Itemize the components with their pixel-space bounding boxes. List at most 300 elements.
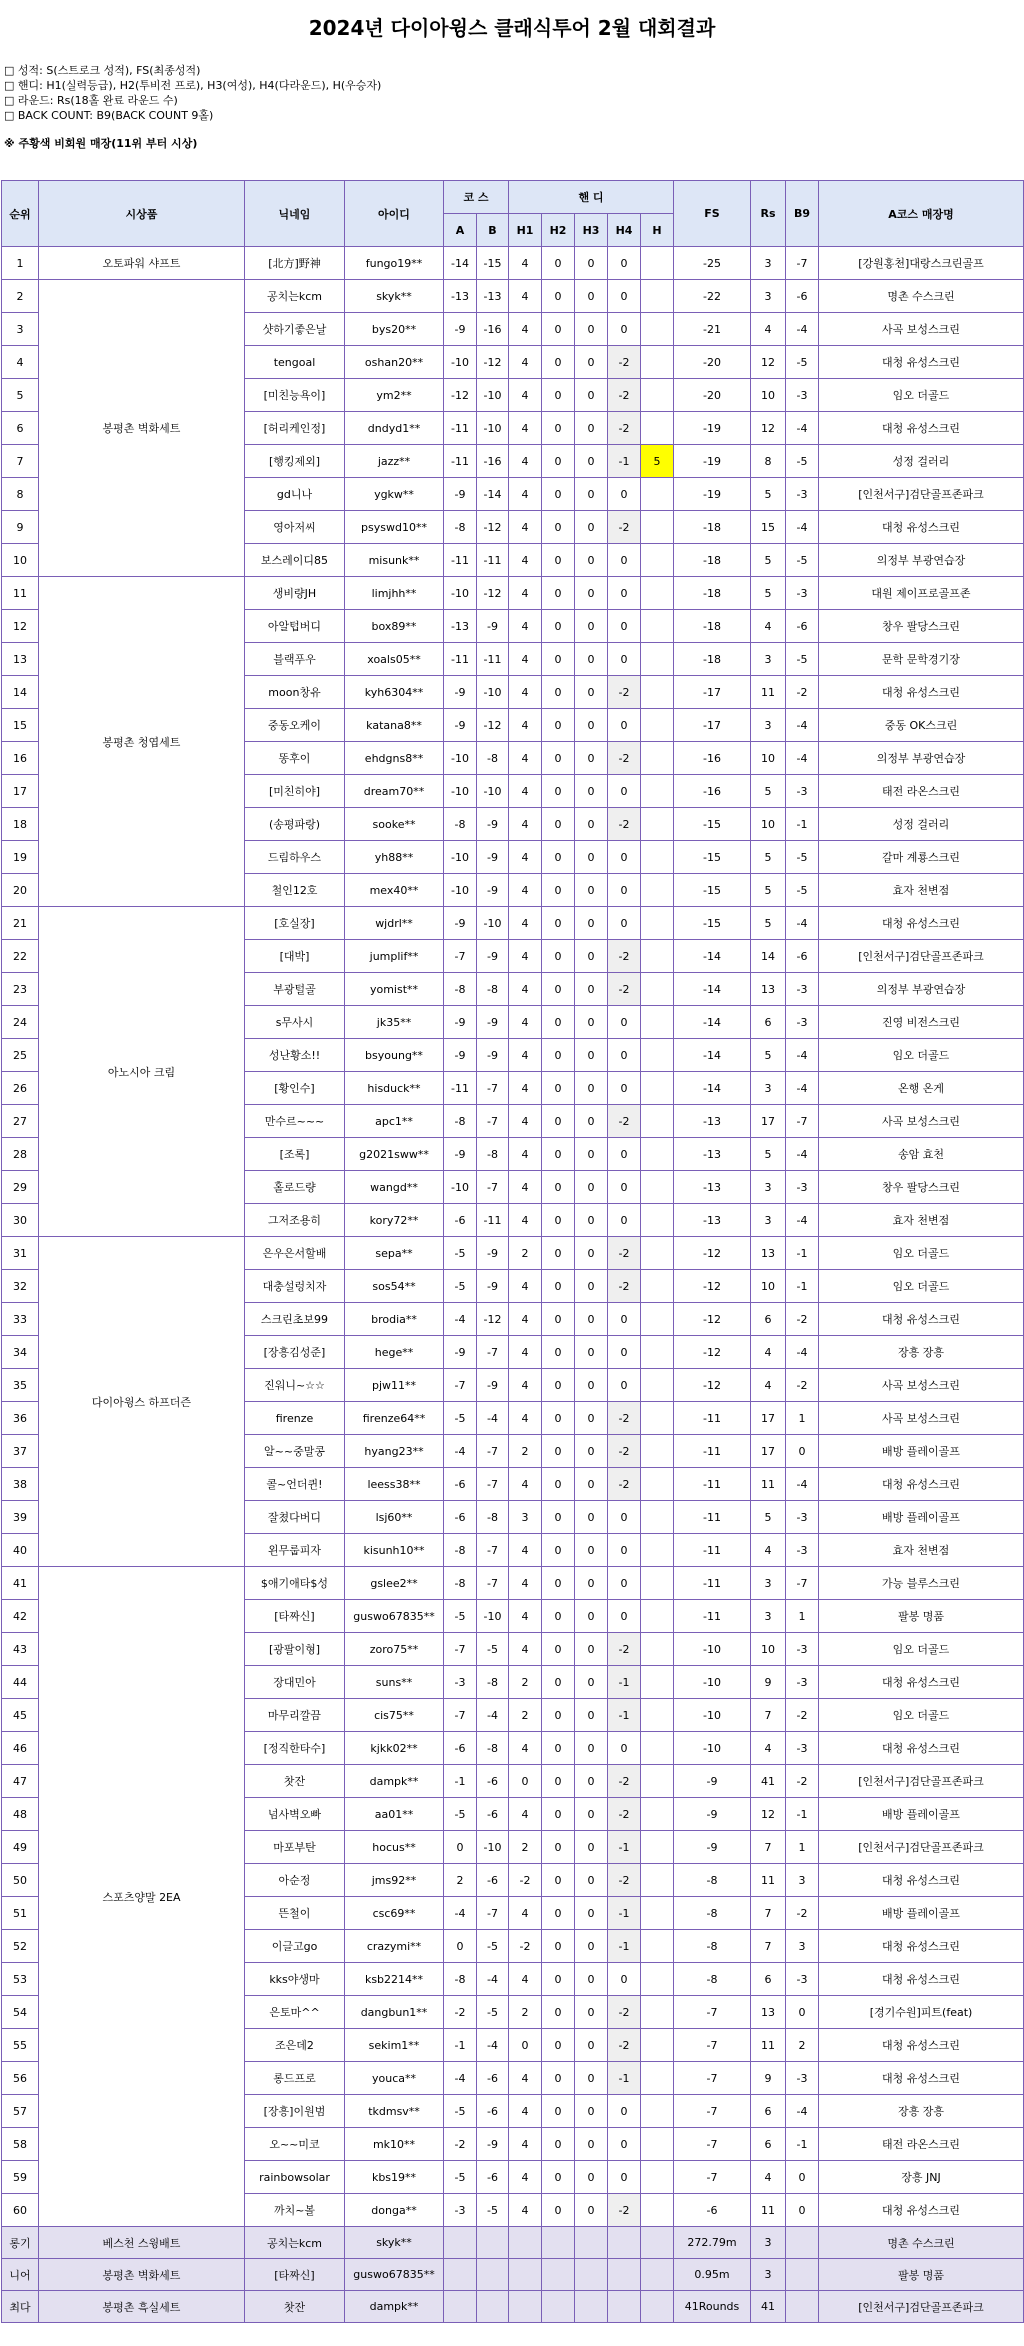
course-a-cell: -7 [444, 1633, 477, 1666]
award-empty-cell [444, 2227, 477, 2259]
nickname-cell: [호실장] [245, 907, 345, 940]
rank-cell: 1 [2, 247, 39, 280]
id-cell: brodia** [345, 1303, 444, 1336]
h-cell [641, 1798, 674, 1831]
course-b-cell: -12 [477, 577, 509, 610]
b9-cell: -5 [786, 643, 819, 676]
h4-cell: 0 [608, 1336, 641, 1369]
header-h2: H2 [542, 214, 575, 247]
b9-cell: 1 [786, 1831, 819, 1864]
id-cell: csc69** [345, 1897, 444, 1930]
h2-cell: 0 [542, 1303, 575, 1336]
rank-cell: 9 [2, 511, 39, 544]
rank-cell: 42 [2, 1600, 39, 1633]
id-cell: gslee2** [345, 1567, 444, 1600]
award-store: [인천서구]검단골프존파크 [819, 2291, 1024, 2323]
nickname-cell: 뜬철이 [245, 1897, 345, 1930]
note-handicap: □ 핸디: H1(실력등급), H2(투비전 프로), H3(여성), H4(다라운드), H(우승자) [4, 79, 382, 92]
b9-cell: 0 [786, 1996, 819, 2029]
store-cell: 의정부 부광연습장 [819, 973, 1024, 1006]
fs-cell: -18 [674, 643, 751, 676]
h1-cell: 4 [509, 1633, 542, 1666]
h3-cell: 0 [575, 1732, 608, 1765]
h1-cell: 0 [509, 1765, 542, 1798]
h1-cell: 4 [509, 1270, 542, 1303]
h-cell [641, 1105, 674, 1138]
rs-cell: 5 [751, 775, 786, 808]
award-row [2, 2291, 1024, 2323]
h1-cell: 4 [509, 709, 542, 742]
results-table-header [2, 181, 1024, 247]
fs-cell: -12 [674, 1237, 751, 1270]
course-b-cell: -6 [477, 1798, 509, 1831]
h-cell [641, 247, 674, 280]
course-b-cell: -15 [477, 247, 509, 280]
id-cell: ehdgns8** [345, 742, 444, 775]
nickname-cell: [대박] [245, 940, 345, 973]
id-cell: misunk** [345, 544, 444, 577]
store-cell: 임오 더골드 [819, 1699, 1024, 1732]
h-cell [641, 676, 674, 709]
fs-cell: -11 [674, 1468, 751, 1501]
h1-cell: 4 [509, 1600, 542, 1633]
nickname-cell: [황인수] [245, 1072, 345, 1105]
store-cell: [경기수원]피트(feat) [819, 1996, 1024, 2029]
h2-cell: 0 [542, 544, 575, 577]
course-a-cell: -13 [444, 280, 477, 313]
id-cell: kyh6304** [345, 676, 444, 709]
store-cell: 대청 유성스크린 [819, 1468, 1024, 1501]
h2-cell: 0 [542, 643, 575, 676]
rank-cell: 49 [2, 1831, 39, 1864]
nickname-cell: $애기애타$성 [245, 1567, 345, 1600]
b9-cell: -7 [786, 1567, 819, 1600]
h2-cell: 0 [542, 2062, 575, 2095]
rank-cell: 3 [2, 313, 39, 346]
rs-cell: 4 [751, 2161, 786, 2194]
rank-cell: 53 [2, 1963, 39, 1996]
prize-cell: 아노시아 크림 [39, 907, 245, 1237]
h3-cell: 0 [575, 1930, 608, 1963]
id-cell: kory72** [345, 1204, 444, 1237]
award-label: 니어 [2, 2259, 39, 2291]
award-empty-cell [542, 2227, 575, 2259]
rs-cell: 12 [751, 412, 786, 445]
h1-cell: 4 [509, 1468, 542, 1501]
course-b-cell: -7 [477, 1336, 509, 1369]
b9-cell: -3 [786, 577, 819, 610]
h3-cell: 0 [575, 676, 608, 709]
store-cell: 온행 온게 [819, 1072, 1024, 1105]
h3-cell: 0 [575, 379, 608, 412]
id-cell: bys20** [345, 313, 444, 346]
h4-cell: -2 [608, 1105, 641, 1138]
h2-cell: 0 [542, 1699, 575, 1732]
nickname-cell: 블랙푸우 [245, 643, 345, 676]
header-nickname: 닉네임 [245, 181, 345, 247]
rs-cell: 10 [751, 379, 786, 412]
h3-cell: 0 [575, 1798, 608, 1831]
h4-cell: 0 [608, 280, 641, 313]
nickname-cell: [장흥김성준] [245, 1336, 345, 1369]
course-b-cell: -10 [477, 1831, 509, 1864]
course-b-cell: -8 [477, 1138, 509, 1171]
award-empty-cell [542, 2259, 575, 2291]
award-empty-cell [608, 2259, 641, 2291]
store-cell: 대청 유성스크린 [819, 1963, 1024, 1996]
rs-cell: 10 [751, 1633, 786, 1666]
course-a-cell: -5 [444, 1600, 477, 1633]
header-fs: FS [674, 181, 751, 247]
h2-cell: 0 [542, 709, 575, 742]
course-a-cell: -4 [444, 2062, 477, 2095]
award-empty-cell [786, 2227, 819, 2259]
legend-notes [0, 63, 1024, 123]
h-cell [641, 1567, 674, 1600]
id-cell: jazz** [345, 445, 444, 478]
rs-cell: 4 [751, 1336, 786, 1369]
rank-cell: 14 [2, 676, 39, 709]
h1-cell: 4 [509, 511, 542, 544]
rank-cell: 12 [2, 610, 39, 643]
award-empty-cell [509, 2227, 542, 2259]
h4-cell: -2 [608, 1864, 641, 1897]
award-id: guswo67835** [345, 2259, 444, 2291]
h4-cell: -1 [608, 1930, 641, 1963]
h2-cell: 0 [542, 412, 575, 445]
fs-cell: -18 [674, 511, 751, 544]
award-nickname: [타짜신] [245, 2259, 345, 2291]
header-b: B [477, 214, 509, 247]
rank-cell: 24 [2, 1006, 39, 1039]
prize-cell: 봉평촌 벽화세트 [39, 280, 245, 577]
award-empty-cell [641, 2227, 674, 2259]
fs-cell: -15 [674, 874, 751, 907]
course-a-cell: -5 [444, 2095, 477, 2128]
rank-cell: 60 [2, 2194, 39, 2227]
h1-cell: 4 [509, 1204, 542, 1237]
h3-cell: 0 [575, 478, 608, 511]
h-cell [641, 1534, 674, 1567]
h-cell [641, 1633, 674, 1666]
course-a-cell: -12 [444, 379, 477, 412]
h3-cell: 0 [575, 742, 608, 775]
course-a-cell: -5 [444, 2161, 477, 2194]
rank-cell: 25 [2, 1039, 39, 1072]
course-a-cell: -4 [444, 1303, 477, 1336]
nickname-cell: rainbowsolar [245, 2161, 345, 2194]
store-cell: 창우 팔당스크린 [819, 1171, 1024, 1204]
h3-cell: 0 [575, 346, 608, 379]
award-empty-cell [786, 2291, 819, 2323]
course-b-cell: -14 [477, 478, 509, 511]
nickname-cell: 잘쳤다버디 [245, 1501, 345, 1534]
h-cell [641, 1072, 674, 1105]
h2-cell: 0 [542, 1138, 575, 1171]
b9-cell: -3 [786, 379, 819, 412]
course-a-cell: -8 [444, 1105, 477, 1138]
rs-cell: 17 [751, 1105, 786, 1138]
id-cell: mex40** [345, 874, 444, 907]
h1-cell: 4 [509, 1303, 542, 1336]
course-b-cell: -8 [477, 1666, 509, 1699]
course-b-cell: -7 [477, 1897, 509, 1930]
award-id: dampk** [345, 2291, 444, 2323]
rs-cell: 3 [751, 1600, 786, 1633]
h3-cell: 0 [575, 1897, 608, 1930]
header-id: 아이디 [345, 181, 444, 247]
rs-cell: 6 [751, 2128, 786, 2161]
rs-cell: 5 [751, 1138, 786, 1171]
course-b-cell: -9 [477, 874, 509, 907]
rs-cell: 10 [751, 808, 786, 841]
h4-cell: 0 [608, 1171, 641, 1204]
h4-cell: 0 [608, 643, 641, 676]
rs-cell: 4 [751, 1732, 786, 1765]
course-b-cell: -10 [477, 412, 509, 445]
course-a-cell: -5 [444, 1270, 477, 1303]
h2-cell: 0 [542, 841, 575, 874]
h4-cell: 0 [608, 577, 641, 610]
id-cell: oshan20** [345, 346, 444, 379]
h3-cell: 0 [575, 1633, 608, 1666]
award-store: 팔봉 명품 [819, 2259, 1024, 2291]
nickname-cell: 알~~중말콩 [245, 1435, 345, 1468]
rs-cell: 6 [751, 1963, 786, 1996]
nickname-cell: [행킹제외] [245, 445, 345, 478]
h1-cell: 4 [509, 2161, 542, 2194]
award-rounds: 41 [751, 2291, 786, 2323]
id-cell: hisduck** [345, 1072, 444, 1105]
h3-cell: 0 [575, 2095, 608, 2128]
id-cell: donga** [345, 2194, 444, 2227]
fs-cell: -12 [674, 1270, 751, 1303]
rank-cell: 41 [2, 1567, 39, 1600]
h2-cell: 0 [542, 346, 575, 379]
store-cell: 대청 유성스크린 [819, 676, 1024, 709]
h1-cell: 4 [509, 1171, 542, 1204]
fs-cell: -13 [674, 1138, 751, 1171]
id-cell: hocus** [345, 1831, 444, 1864]
rank-cell: 48 [2, 1798, 39, 1831]
course-b-cell: -4 [477, 2029, 509, 2062]
award-nickname: 찻잔 [245, 2291, 345, 2323]
h4-cell: -1 [608, 1666, 641, 1699]
store-cell: 임오 더골드 [819, 1270, 1024, 1303]
b9-cell: -7 [786, 247, 819, 280]
fs-cell: -10 [674, 1732, 751, 1765]
store-cell: 진영 비전스크린 [819, 1006, 1024, 1039]
h-cell [641, 412, 674, 445]
rs-cell: 15 [751, 511, 786, 544]
course-b-cell: -11 [477, 544, 509, 577]
h4-cell: 0 [608, 1039, 641, 1072]
id-cell: jms92** [345, 1864, 444, 1897]
h1-cell: 4 [509, 1039, 542, 1072]
h1-cell: 2 [509, 1831, 542, 1864]
nickname-cell: 왼무룹피자 [245, 1534, 345, 1567]
h2-cell: 0 [542, 1600, 575, 1633]
h2-cell: 0 [542, 1732, 575, 1765]
award-id: skyk** [345, 2227, 444, 2259]
h3-cell: 0 [575, 1567, 608, 1600]
h-cell [641, 1435, 674, 1468]
h2-cell: 0 [542, 2128, 575, 2161]
course-b-cell: -10 [477, 1600, 509, 1633]
rs-cell: 4 [751, 1369, 786, 1402]
h2-cell: 0 [542, 2194, 575, 2227]
rank-cell: 22 [2, 940, 39, 973]
table-row [2, 577, 1024, 610]
h-cell [641, 1336, 674, 1369]
h2-cell: 0 [542, 577, 575, 610]
id-cell: zoro75** [345, 1633, 444, 1666]
h1-cell: 4 [509, 940, 542, 973]
h-cell [641, 1006, 674, 1039]
award-store: 명촌 수스크린 [819, 2227, 1024, 2259]
store-cell: 배방 플레이골프 [819, 1897, 1024, 1930]
h-cell [641, 2029, 674, 2062]
h1-cell: 4 [509, 313, 542, 346]
award-empty-cell [575, 2227, 608, 2259]
store-cell: 가능 블루스크린 [819, 1567, 1024, 1600]
course-b-cell: -8 [477, 1732, 509, 1765]
course-b-cell: -9 [477, 1006, 509, 1039]
h1-cell: 4 [509, 1567, 542, 1600]
h3-cell: 0 [575, 841, 608, 874]
id-cell: bsyoung** [345, 1039, 444, 1072]
id-cell: yh88** [345, 841, 444, 874]
results-table [1, 180, 1024, 2323]
fs-cell: -7 [674, 2128, 751, 2161]
fs-cell: -13 [674, 1171, 751, 1204]
h2-cell: 0 [542, 2095, 575, 2128]
rank-cell: 52 [2, 1930, 39, 1963]
rank-cell: 43 [2, 1633, 39, 1666]
course-b-cell: -11 [477, 1204, 509, 1237]
fs-cell: -19 [674, 412, 751, 445]
h-cell [641, 577, 674, 610]
nickname-cell: 공치는kcm [245, 280, 345, 313]
store-cell: 성정 걸러리 [819, 445, 1024, 478]
h-cell [641, 1963, 674, 1996]
h4-cell: -2 [608, 973, 641, 1006]
fs-cell: -8 [674, 1930, 751, 1963]
h4-cell: -2 [608, 1468, 641, 1501]
fs-cell: -11 [674, 1435, 751, 1468]
h1-cell: 4 [509, 2194, 542, 2227]
b9-cell: -2 [786, 1699, 819, 1732]
course-a-cell: -11 [444, 412, 477, 445]
fs-cell: -20 [674, 379, 751, 412]
rank-cell: 36 [2, 1402, 39, 1435]
b9-cell: -5 [786, 346, 819, 379]
h1-cell: 0 [509, 2029, 542, 2062]
b9-cell: -3 [786, 775, 819, 808]
id-cell: yomist** [345, 973, 444, 1006]
h-cell [641, 1237, 674, 1270]
rs-cell: 8 [751, 445, 786, 478]
rank-cell: 16 [2, 742, 39, 775]
h2-cell: 0 [542, 1765, 575, 1798]
award-empty-cell [477, 2227, 509, 2259]
course-a-cell: -3 [444, 2194, 477, 2227]
h3-cell: 0 [575, 973, 608, 1006]
h4-cell: -2 [608, 1237, 641, 1270]
course-b-cell: -9 [477, 1369, 509, 1402]
nickname-cell: 중동오케이 [245, 709, 345, 742]
fs-cell: -11 [674, 1600, 751, 1633]
note-rounds: □ 라운드: Rs(18홀 완료 라운드 수) [4, 94, 178, 107]
h-cell [641, 1765, 674, 1798]
course-b-cell: -8 [477, 742, 509, 775]
b9-cell: -4 [786, 742, 819, 775]
rs-cell: 7 [751, 1831, 786, 1864]
rs-cell: 4 [751, 610, 786, 643]
b9-cell: -6 [786, 610, 819, 643]
h2-cell: 0 [542, 1369, 575, 1402]
b9-cell: -4 [786, 2095, 819, 2128]
h4-cell: -2 [608, 412, 641, 445]
h1-cell: 4 [509, 379, 542, 412]
id-cell: suns** [345, 1666, 444, 1699]
h2-cell: 0 [542, 2161, 575, 2194]
h2-cell: 0 [542, 1402, 575, 1435]
nickname-cell: 은토마^^ [245, 1996, 345, 2029]
h-cell [641, 1930, 674, 1963]
course-a-cell: -2 [444, 2128, 477, 2161]
h-cell [641, 2161, 674, 2194]
h1-cell: 4 [509, 643, 542, 676]
fs-cell: -14 [674, 940, 751, 973]
course-a-cell: -6 [444, 1732, 477, 1765]
h4-cell: 0 [608, 1732, 641, 1765]
h4-cell: 0 [608, 247, 641, 280]
store-cell: 송암 효천 [819, 1138, 1024, 1171]
course-a-cell: -9 [444, 1138, 477, 1171]
id-cell: fungo19** [345, 247, 444, 280]
h-cell [641, 1600, 674, 1633]
rs-cell: 11 [751, 1864, 786, 1897]
id-cell: crazymi** [345, 1930, 444, 1963]
nickname-cell: 은우은서할배 [245, 1237, 345, 1270]
rank-cell: 28 [2, 1138, 39, 1171]
course-b-cell: -6 [477, 2095, 509, 2128]
nickname-cell: 스크린초보99 [245, 1303, 345, 1336]
h2-cell: 0 [542, 511, 575, 544]
store-cell: 대청 유성스크린 [819, 346, 1024, 379]
rs-cell: 14 [751, 940, 786, 973]
course-b-cell: -13 [477, 280, 509, 313]
h1-cell: 4 [509, 1006, 542, 1039]
h-cell [641, 544, 674, 577]
rank-cell: 34 [2, 1336, 39, 1369]
id-cell: apc1** [345, 1105, 444, 1138]
results-table-body [2, 247, 1024, 2227]
award-empty-cell [444, 2259, 477, 2291]
course-b-cell: -4 [477, 1963, 509, 1996]
nickname-cell: [장흥]이원범 [245, 2095, 345, 2128]
id-cell: psyswd10** [345, 511, 444, 544]
rank-cell: 40 [2, 1534, 39, 1567]
h-cell: 5 [641, 445, 674, 478]
award-record: 0.95m [674, 2259, 751, 2291]
b9-cell: -4 [786, 511, 819, 544]
store-cell: 대청 유성스크린 [819, 2062, 1024, 2095]
store-cell: [인천서구]검단골프존파크 [819, 1831, 1024, 1864]
store-cell: 장흥 장흥 [819, 1336, 1024, 1369]
award-empty-cell [786, 2259, 819, 2291]
